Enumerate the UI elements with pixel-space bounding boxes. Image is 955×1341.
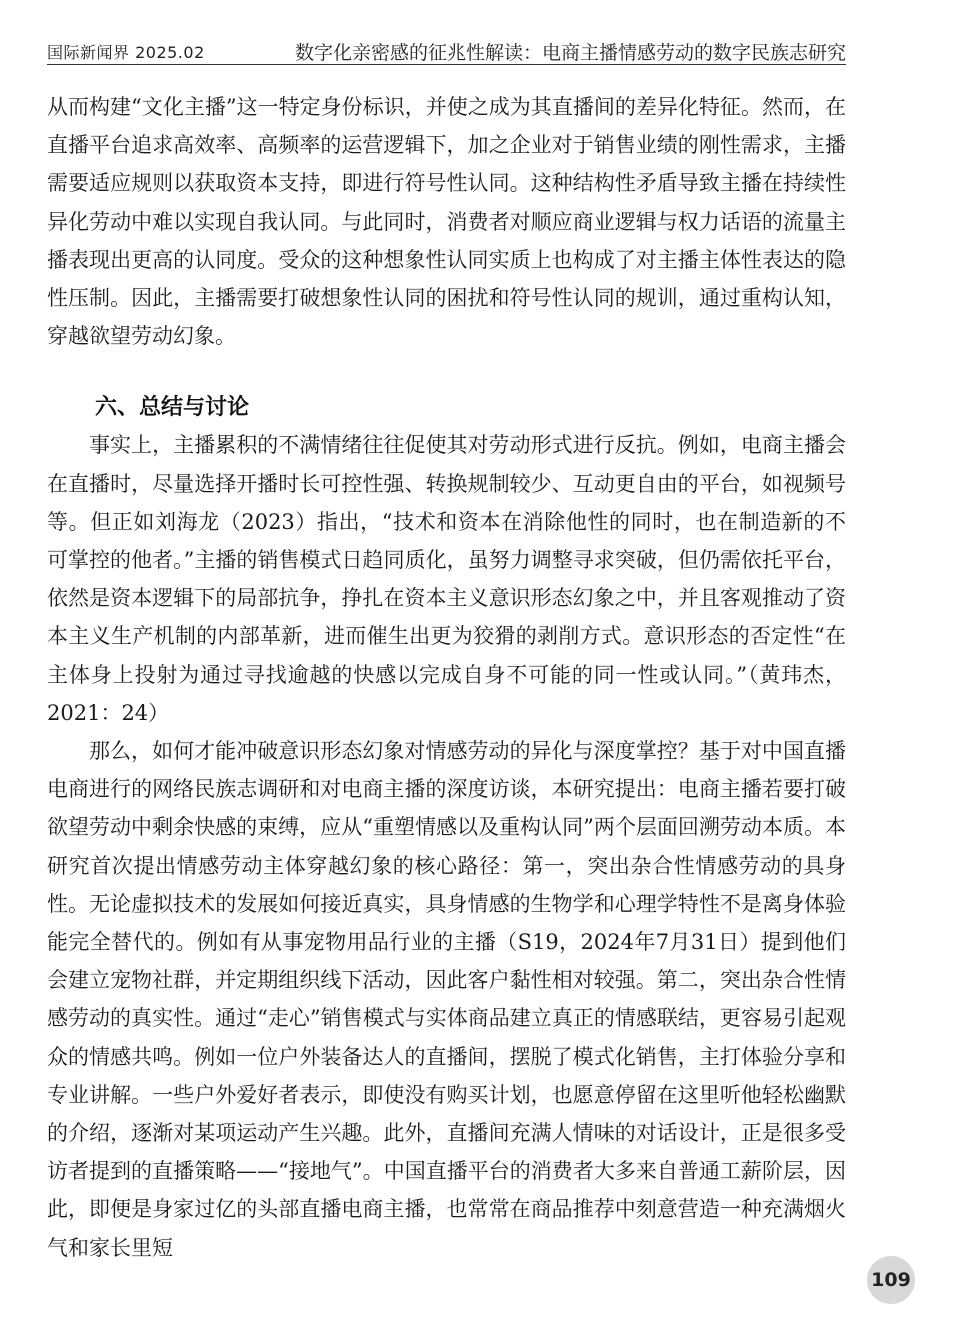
- journal-issue: 国际新闻界 2025.02: [47, 43, 205, 62]
- paragraph-continuation: 从而构建“文化主播”这一特定身份标识，并使之成为其直播间的差异化特征。然而，在直播平台追求高效率、高频率的运营逻辑下，加之企业对于销售业绩的刚性需求，主播需要适应规则以获取资本支持，即进行符号性认同。这种结构性矛盾导致主播在持续性异化劳动中难以实现自我认同。与此同时，消费者对顺应商业逻辑与权力话语的流量主播表现出更高的认同度。受众的这种想象性认同实质上也构成了对主播主体性表达的隐性压制。因此，主播需要打破想象性认同的困扰和符号性认同的规训，通过重构认知，穿越欲望劳动幻象。: [47, 95, 846, 349]
- page-number-badge: 109: [867, 1256, 915, 1304]
- article-running-title: 数字化亲密感的征兆性解读：电商主播情感劳动的数字民族志研究: [294, 42, 846, 64]
- running-header: [47, 38, 846, 65]
- paragraph: 那么，如何才能冲破意识形态幻象对情感劳动的异化与深度掌控？基于对中国直播电商进行的网络民族志调研和对电商主播的深度访谈，本研究提出：电商主播若要打破欲望劳动中剩余快感的束缚，应从“重塑情感以及重构认同”两个层面回溯劳动本质。本研究首次提出情感劳动主体穿越幻象的核心路径：第一，突出杂合性情感劳动的具身性。无论虚拟技术的发展如何接近真实，具身情感的生物学和心理学特性不是离身体验能完全替代的。例如有从事宠物用品行业的主播（S19，2024年7月31日）提到他们会建立宠物社群，并定期组织线下活动，因此客户黏性相对较强。第二，突出杂合性情感劳动的真实性。通过“走心”销售模式与实体商品建立真正的情感联结，更容易引起观众的情感共鸣。例如一位户外装备达人的直播间，摆脱了模式化销售，主打体验分享和专业讲解。一些户外爱好者表示，即使没有购买计划，也愿意停留在这里听他轻松幽默的介绍，逐渐对某项运动产生兴趣。此外，直播间充满人情味的对话设计，正是很多受访者提到的直播策略——“接地气”。中国直播平台的消费者大多来自普通工薪阶层，因此，即便是身家过亿的头部直播电商主播，也常常在商品推荐中刻意营造一种充满烟火气和家长里短: [47, 739, 846, 1260]
- section-heading: 六、总结与讨论: [95, 395, 250, 421]
- article-body: [47, 88, 846, 1267]
- paragraph: 事实上，主播累积的不满情绪往往促使其对劳动形式进行反抗。例如，电商主播会在直播时，尽量选择开播时长可控性强、转换规制较少、互动更自由的平台，如视频号等。但正如刘海龙（2023）指出，“技术和资本在消除他性的同时，也在制造新的不可掌控的他者。”主播的销售模式日趋同质化，虽努力调整寻求突破，但仍需依托平台，依然是资本逻辑下的局部抗争，挣扎在资本主义意识形态幻象之中，并且客观推动了资本主义生产机制的内部革新，进而催生出更为狡猾的剥削方式。意识形态的否定性“在主体身上投射为通过寻找逾越的快感以完成自身不可能的同一性或认同。”（黄玮杰，2021：24）: [47, 433, 846, 725]
